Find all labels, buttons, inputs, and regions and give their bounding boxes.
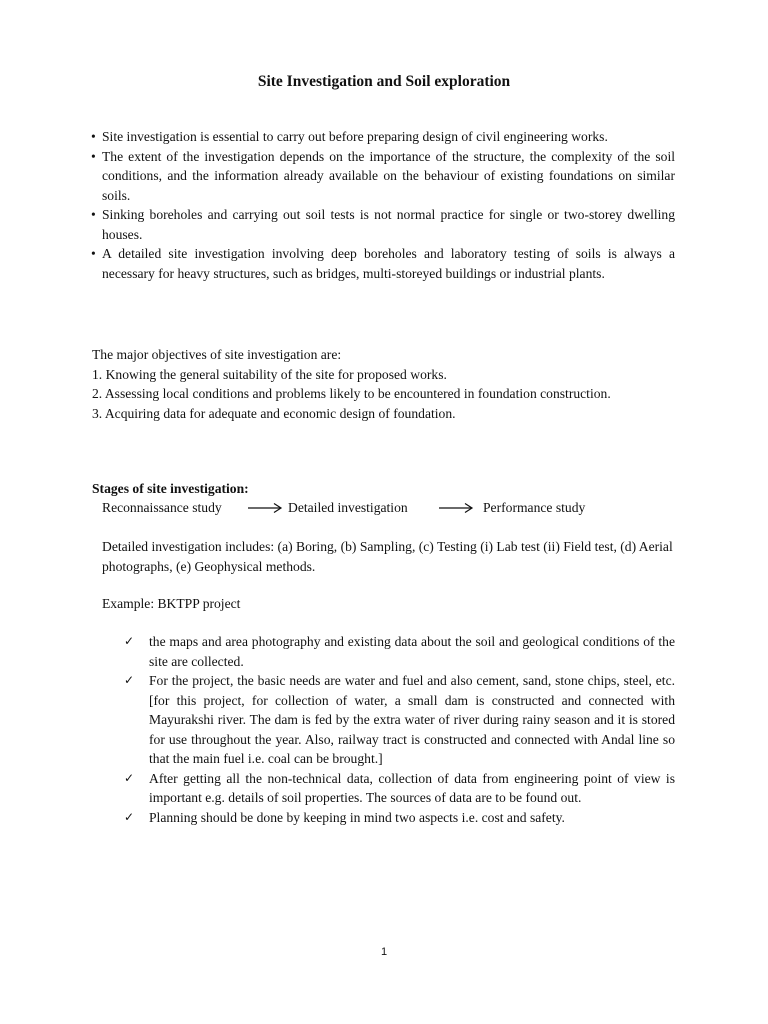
bullet-text: A detailed site investigation involving deep boreholes and laboratory testing of soils is always a necessary for heavy structures, such as bridges, multi-storeyed buildings or industrial plants. [102, 246, 675, 281]
check-item [124, 632, 675, 671]
bullet-text: The extent of the investigation depends on the importance of the structure, the complexity of the soil conditions, and the information already available on the behaviour of existing foundations on similar soils. [102, 148, 675, 203]
objective-item: 1. Knowing the general suitability of the site for proposed works. [92, 366, 447, 382]
checkmark-icon: ✓ [124, 673, 135, 687]
bullet-icon: • [91, 207, 96, 222]
check-text: After getting all the non-technical data, collection of data from engineering point of view is important e.g. details of soil properties. The sources of data are to be found out. [149, 770, 675, 805]
checkmark-icon: ✓ [124, 634, 135, 648]
arrow-right-icon [247, 502, 283, 514]
checkmark-icon: ✓ [124, 770, 135, 785]
bullet-icon: • [91, 148, 96, 164]
objectives-section [92, 345, 675, 423]
bullet-item [92, 147, 675, 206]
page-title: Site Investigation and Soil exploration [257, 73, 511, 90]
check-text: the maps and area photography and existing data about the soil and geological conditions of the site are collected. [149, 634, 675, 669]
check-item [124, 671, 675, 769]
checkmark-icon: ✓ [124, 809, 135, 824]
bullet-icon: • [91, 129, 96, 144]
objective-item: 3. Acquiring data for adequate and economic design of foundation. [92, 405, 456, 421]
stage-performance: Performance study [483, 500, 586, 515]
stages-flow [102, 498, 662, 518]
bullet-item [92, 127, 675, 147]
bullet-text: Sinking boreholes and carrying out soil tests is not normal practice for single or two-storey dwelling houses. [102, 207, 675, 242]
detailed-includes-text: Detailed investigation includes: (a) Boring, (b) Sampling, (c) Testing (i) Lab test (ii) Field test, (d) Aerial photographs, (e) Geophysical methods. [102, 539, 673, 574]
bullet-text: Site investigation is essential to carry out before preparing design of civil engineering works. [102, 129, 608, 144]
objectives-list [92, 365, 675, 424]
example-label: Example: BKTPP project [102, 596, 241, 611]
bullet-icon: • [91, 246, 96, 261]
stages-heading: Stages of site investigation: [92, 481, 249, 496]
bullet-item [92, 205, 675, 244]
check-item [124, 808, 675, 828]
checklist [124, 632, 675, 827]
stage-detailed: Detailed investigation [288, 500, 408, 515]
objectives-intro: The major objectives of site investigation are: [92, 347, 342, 362]
objective-item: 2. Assessing local conditions and problems likely to be encountered in foundation construction. [92, 386, 611, 401]
arrow-right-icon [438, 502, 474, 514]
bullet-item [92, 244, 675, 283]
intro-bullet-list [92, 127, 675, 283]
stage-reconnaissance: Reconnaissance study [102, 500, 222, 515]
check-text: For the project, the basic needs are water and fuel and also cement, sand, stone chips, steel, etc. [for this project, for collection of water, a small dam is constructed and connected with Mayurakshi river. The dam is fed by the extra water of river during rainy season and it is stored for use throughout the year. Also, railway tract is constructed and connected with Andal line so that the main fuel i.e. coal can be brought.] [149, 673, 675, 766]
page-number: 1 [380, 946, 388, 958]
check-text: Planning should be done by keeping in mind two aspects i.e. cost and safety. [149, 809, 565, 825]
check-item [124, 769, 675, 808]
